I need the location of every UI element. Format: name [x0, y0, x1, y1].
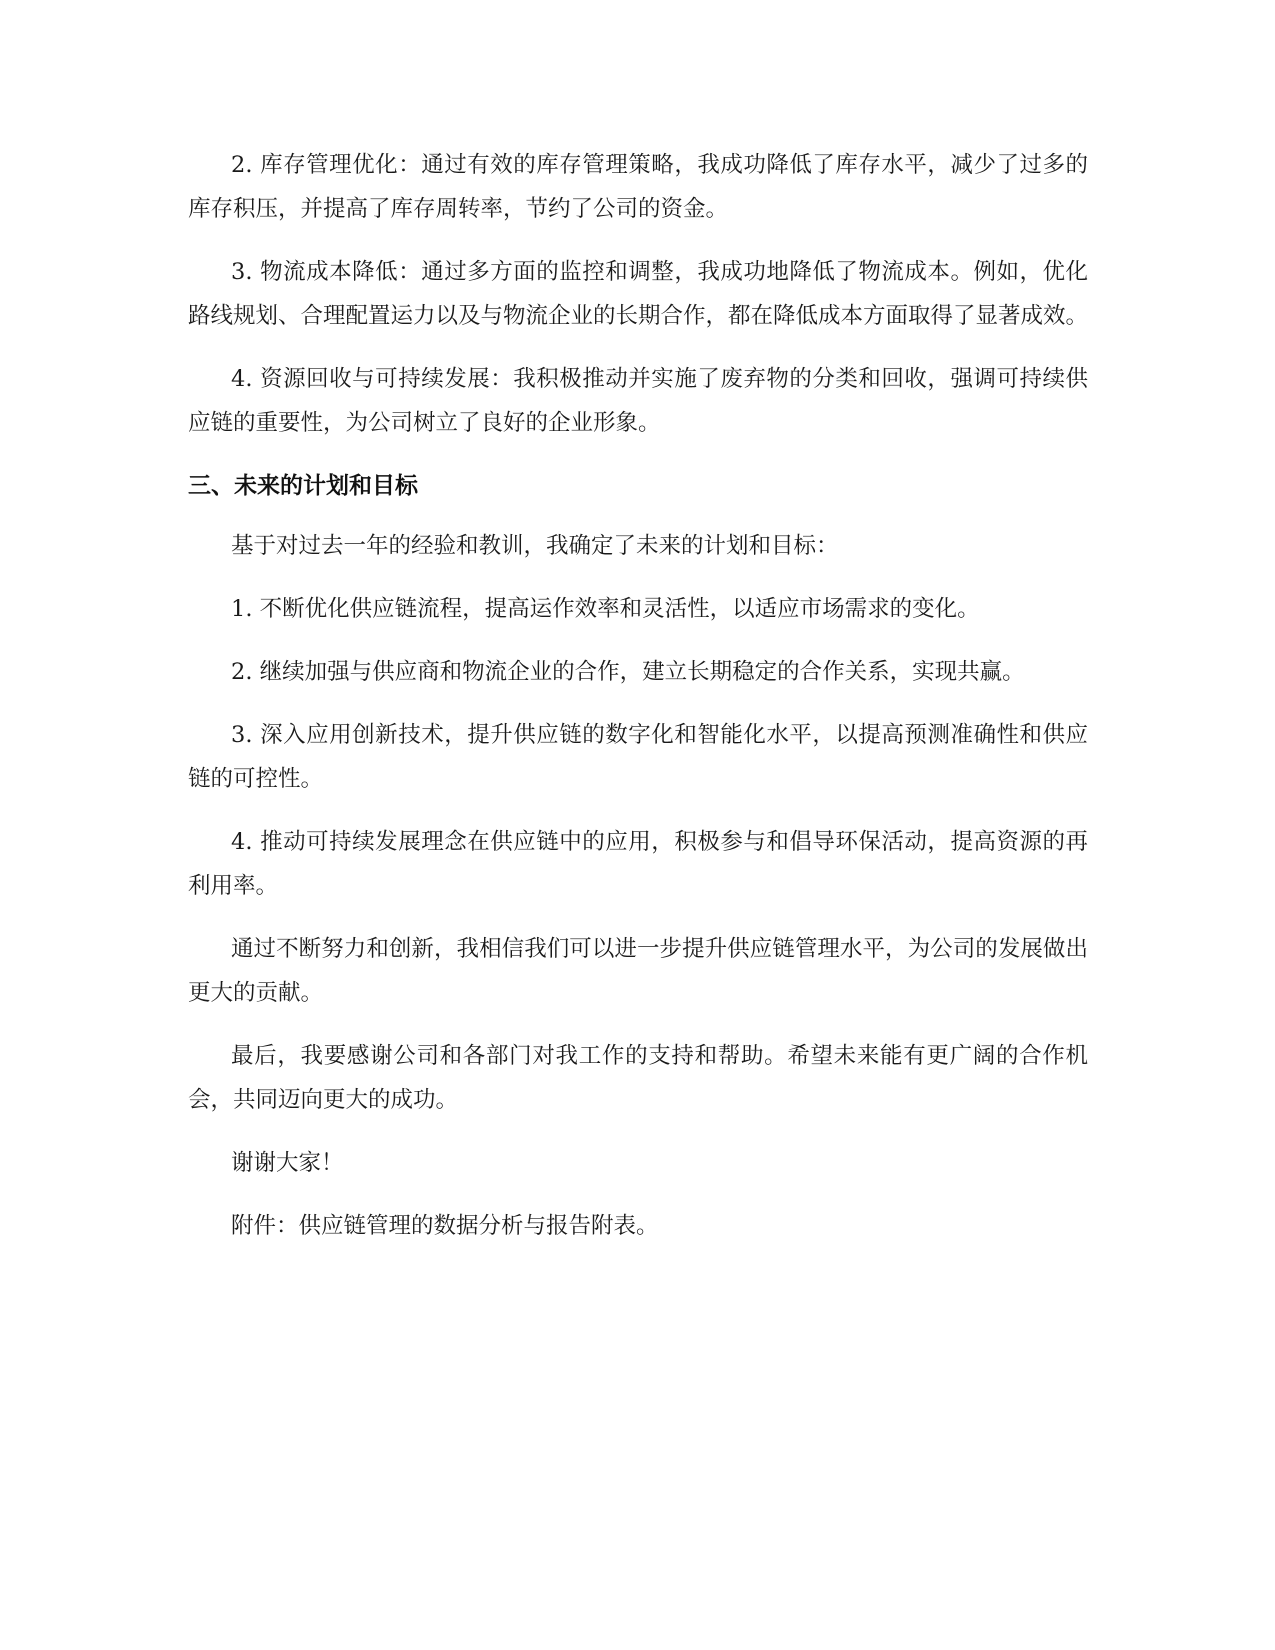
- paragraph-plan-2: 2. 继续加强与供应商和物流企业的合作，建立长期稳定的合作关系，实现共赢。: [231, 659, 1025, 685]
- paragraph-thanks: 谢谢大家！: [231, 1150, 344, 1176]
- paragraph-logistics-cost: 3. 物流成本降低：通过多方面的监控和调整，我成功地降低了物流成本。例如，优化路线规划、合理配置运力以及与物流企业的长期合作，都在降低成本方面取得了显著成效。: [188, 259, 1089, 329]
- paragraph-plan-1: 1. 不断优化供应链流程，提高运作效率和灵活性，以适应市场需求的变化。: [231, 596, 980, 622]
- paragraph-plan-3: 3. 深入应用创新技术，提升供应链的数字化和智能化水平，以提高预测准确性和供应链的可控性。: [188, 722, 1088, 792]
- paragraph-resource-recycling: 4. 资源回收与可持续发展：我积极推动并实施了废弃物的分类和回收，强调可持续供应链的重要性，为公司树立了良好的企业形象。: [188, 366, 1088, 436]
- paragraph-conclusion: 通过不断努力和创新，我相信我们可以进一步提升供应链管理水平，为公司的发展做出更大的贡献。: [188, 936, 1088, 1006]
- section-heading: 三、未来的计划和目标: [188, 473, 418, 499]
- paragraph-inventory-optimization: 2. 库存管理优化：通过有效的库存管理策略，我成功降低了库存水平，减少了过多的库存积压，并提高了库存周转率，节约了公司的资金。: [188, 152, 1088, 222]
- paragraph-attachment: 附件：供应链管理的数据分析与报告附表。: [231, 1213, 659, 1239]
- document-body: [188, 143, 1088, 1267]
- paragraph-plan-4: 4. 推动可持续发展理念在供应链中的应用，积极参与和倡导环保活动，提高资源的再利用率。: [188, 829, 1088, 899]
- paragraph-plan-intro: 基于对过去一年的经验和教训，我确定了未来的计划和目标：: [231, 533, 839, 559]
- paragraph-acknowledgement: 最后，我要感谢公司和各部门对我工作的支持和帮助。希望未来能有更广阔的合作机会，共同迈向更大的成功。: [188, 1043, 1088, 1113]
